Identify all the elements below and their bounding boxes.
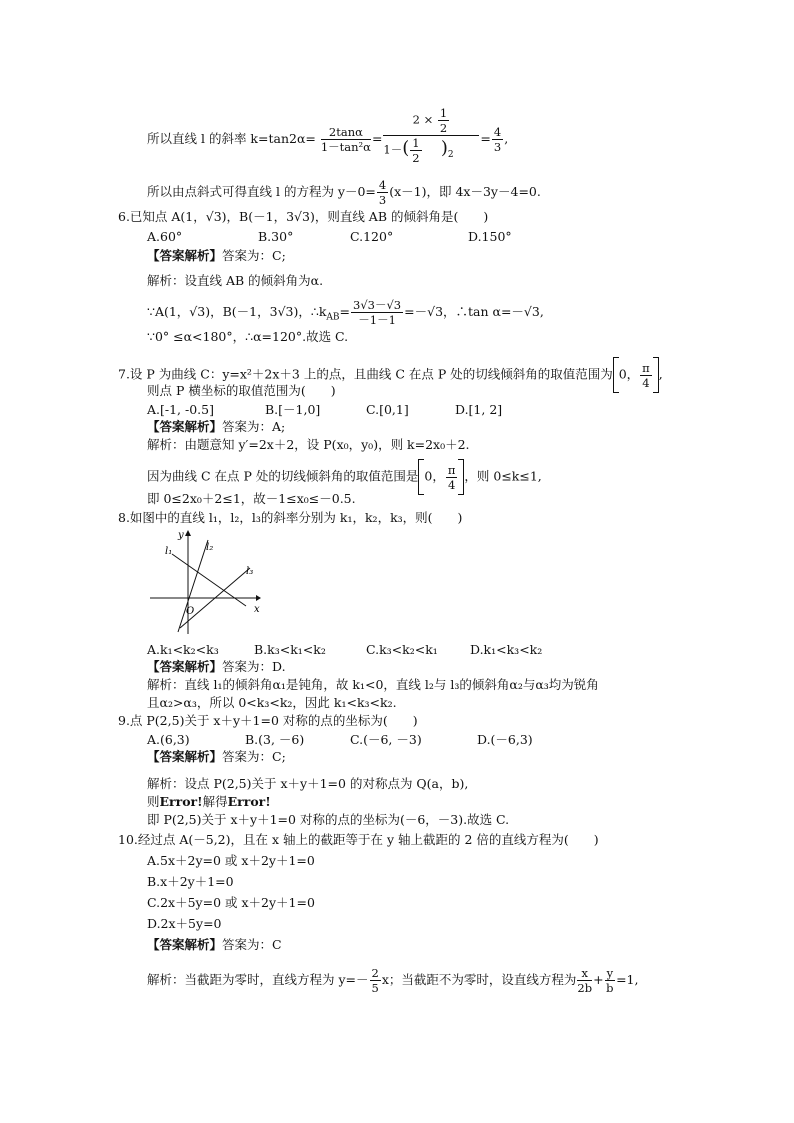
q7-solution-3: 即 0≤2x₀＋2≤1，故－1≤x₀≤－0.5.: [147, 491, 356, 506]
fraction: [370, 966, 381, 995]
answer-text: 答案为：C: [222, 937, 282, 952]
q9-solution-1: 解析：设点 P(2,5)关于 x＋y＋1=0 的对称点为 Q(a，b),: [147, 776, 469, 791]
y-axis-arrow: [185, 530, 191, 536]
q7-solution-1: 解析：由题意知 y′=2x＋2，设 P(x₀，y₀)，则 k=2x₀＋2.: [147, 437, 470, 452]
text: x；当截距不为零时，设直线方程为: [381, 972, 577, 987]
text: ,: [658, 366, 663, 382]
error-text: Error!: [159, 794, 203, 809]
q9-option-a: A.(6,3): [147, 732, 190, 747]
q8-option-a: A.k₁<k₂<k₃: [147, 642, 219, 657]
q6-option-a: A.60°: [147, 229, 183, 244]
fraction: [446, 463, 458, 492]
q8-option-c: C.k₃<k₂<k₁: [366, 642, 438, 657]
text: =: [371, 131, 383, 146]
error-text: Error!: [227, 794, 271, 809]
line-diagram: [148, 528, 263, 636]
l1-label: l₁: [165, 546, 173, 557]
line-l2: [178, 540, 208, 632]
numerator: 2tanα: [321, 125, 371, 140]
fraction: [377, 178, 388, 207]
x-label: x: [254, 604, 260, 615]
q9-option-b: B.(3, －6): [245, 732, 305, 747]
text: 则: [147, 794, 160, 809]
text: 1－: [383, 142, 403, 157]
text: 7.设 P 为曲线 C：y=x²＋2x＋3 上的点，且曲线 C 在点 P 处的切线倾斜角的取值范围为: [118, 366, 613, 382]
numerator: 3√3－√3: [353, 298, 402, 312]
numerator: 1: [412, 136, 420, 150]
numerator: 4: [378, 178, 387, 192]
q7-option-b: B.[－1,0]: [265, 402, 321, 417]
q9-option-c: C.(－6, －3): [350, 732, 422, 747]
fraction: [605, 966, 616, 995]
answer-label: 【答案解析】: [147, 419, 223, 434]
text: 因为曲线 C 在点 P 处的切线倾斜角的取值范围是: [147, 468, 419, 484]
q7-option-c: C.[0,1]: [366, 402, 409, 417]
numerator: 4: [493, 125, 502, 139]
text: ,: [504, 131, 509, 146]
solution-equation-line: [147, 178, 541, 207]
q6-solution-1: 解析：设直线 AB 的倾斜角为α.: [147, 273, 324, 288]
q7-option-d: D.[1, 2]: [455, 402, 503, 417]
fraction: [410, 136, 421, 165]
denominator: b: [606, 981, 614, 995]
fraction: [438, 106, 449, 135]
numerator: π: [642, 360, 650, 375]
denominator: －1－1: [358, 313, 396, 327]
q10-option-c: C.2x＋5y=0 或 x＋2y＋1=0: [147, 895, 315, 910]
denominator: 2b: [577, 981, 593, 995]
question-6: 6.已知点 A(1，√3)，B(－1，3√3)，则直线 AB 的倾斜角是( ): [118, 209, 489, 224]
q8-option-b: B.k₃<k₁<k₂: [254, 642, 326, 657]
origin-label: O: [186, 606, 195, 617]
denominator: 4: [642, 375, 650, 390]
question-10: 10.经过点 A(－5,2)，且在 x 轴上的截距等于在 y 轴上截距的 2 倍的直线方程为( ): [118, 832, 599, 847]
q6-option-c: C.120°: [350, 229, 394, 244]
fraction: 2 × $\frac{1}{2}$ 1－( $\frac{1}{2}$ )$_2$: [383, 106, 479, 165]
q10-solution: [147, 966, 638, 995]
solution-slope-line: 所以直线 l 的斜率 k=tan2α= $\frac{2\tan\alpha}{\text{1－tan²α}}$ = 2 × $\frac{1}{2}$ 1－( $\frac{1}{2}$ )$_2$ = $\frac{4}{3}$ ,: [147, 106, 509, 165]
text: =1,: [616, 972, 639, 987]
text: 解得: [202, 794, 228, 809]
q9-solution-3: 即 P(2,5)关于 x＋y＋1=0 对称的点的坐标为(－6，－3).故选 C.: [147, 812, 510, 827]
text: 所以由点斜式可得直线 l 的方程为 y－0=: [147, 184, 376, 199]
q6-option-d: D.150°: [468, 229, 512, 244]
numerator: 2: [371, 966, 379, 980]
denominator: 5: [371, 981, 379, 995]
denominator: 2: [439, 121, 448, 135]
numerator: 1: [439, 106, 448, 120]
subscript: AB: [326, 312, 340, 323]
q10-option-d: D.2x＋5y=0: [147, 916, 222, 931]
q8-answer: [147, 658, 286, 676]
text: 2 ×: [412, 112, 434, 127]
numerator: x: [577, 966, 592, 981]
text: 0，: [424, 468, 445, 484]
text: +: [593, 972, 604, 987]
denominator: 1－tan²α: [320, 140, 371, 154]
text: ，则 0≤k≤1,: [464, 468, 542, 484]
l3-label: l₃: [246, 566, 254, 577]
q7-option-a: A.[-1, -0.5]: [147, 402, 214, 417]
answer-text: 答案为：A;: [222, 419, 286, 434]
q6-solution-2: [147, 298, 544, 327]
denominator: 3: [493, 140, 502, 154]
y-label: y: [178, 530, 184, 541]
q10-option-a: A.5x＋2y=0 或 x＋2y＋1=0: [147, 853, 315, 868]
l2-label: l₂: [206, 542, 214, 553]
q9-solution-2: [147, 793, 271, 811]
answer-label: 【答案解析】: [147, 937, 223, 952]
text: 0，: [618, 366, 640, 382]
q10-answer: [147, 936, 282, 954]
text: =: [339, 304, 351, 319]
fraction: [321, 125, 371, 154]
denominator: 3: [378, 193, 387, 207]
question-8: 8.如图中的直线 l₁，l₂，l₃的斜率分别为 k₁，k₂，k₃，则( ): [118, 510, 463, 525]
text: =－√3，∴tan α=－√3,: [404, 304, 544, 319]
fraction: [640, 361, 652, 390]
text: 所以直线 l 的斜率 k=tan2α=: [147, 131, 316, 146]
q9-answer: [147, 748, 286, 766]
answer-text: 答案为：C;: [222, 248, 286, 263]
q10-option-b: B.x＋2y＋1=0: [147, 874, 234, 889]
answer-text: 答案为：D.: [222, 659, 286, 674]
answer-label: 【答案解析】: [147, 659, 223, 674]
question-7-line-2: 则点 P 横坐标的取值范围为( ): [147, 383, 336, 398]
answer-label: 【答案解析】: [147, 248, 223, 263]
numerator: π: [447, 462, 456, 477]
q9-option-d: D.(－6,3): [477, 732, 533, 747]
answer-text: 答案为：C;: [222, 749, 286, 764]
question-9: 9.点 P(2,5)关于 x＋y＋1=0 对称的点的坐标为( ): [118, 713, 418, 728]
q8-option-d: D.k₁<k₃<k₂: [470, 642, 543, 657]
q8-solution-2: 且α₂>α₃，所以 0<k₃<k₂，因此 k₁<k₃<k₂.: [147, 695, 397, 710]
answer-label: 【答案解析】: [147, 749, 223, 764]
denominator: 2: [412, 151, 420, 165]
text: ∵A(1，√3)，B(－1，3√3)，∴k: [147, 304, 327, 319]
exponent: 2: [447, 149, 454, 160]
q6-option-b: B.30°: [258, 229, 294, 244]
q6-solution-3: ∵0° ≤α<180°，∴α=120°.故选 C.: [147, 329, 349, 344]
q6-answer: [147, 247, 286, 265]
q7-answer: [147, 418, 285, 436]
denominator: 4: [447, 477, 456, 492]
text: (x－1)，即 4x－3y－4=0.: [389, 184, 541, 199]
numerator: y: [606, 966, 614, 980]
q8-solution-1: 解析：直线 l₁的倾斜角α₁是钝角，故 k₁<0，直线 l₂与 l₃的倾斜角α₂与α₃均为锐角: [147, 677, 599, 692]
text: 解析：当截距为零时，直线方程为 y=－: [147, 972, 369, 987]
fraction: [492, 125, 503, 154]
fraction: [577, 966, 592, 995]
fraction: [351, 298, 403, 327]
x-axis-arrow: [256, 595, 261, 601]
